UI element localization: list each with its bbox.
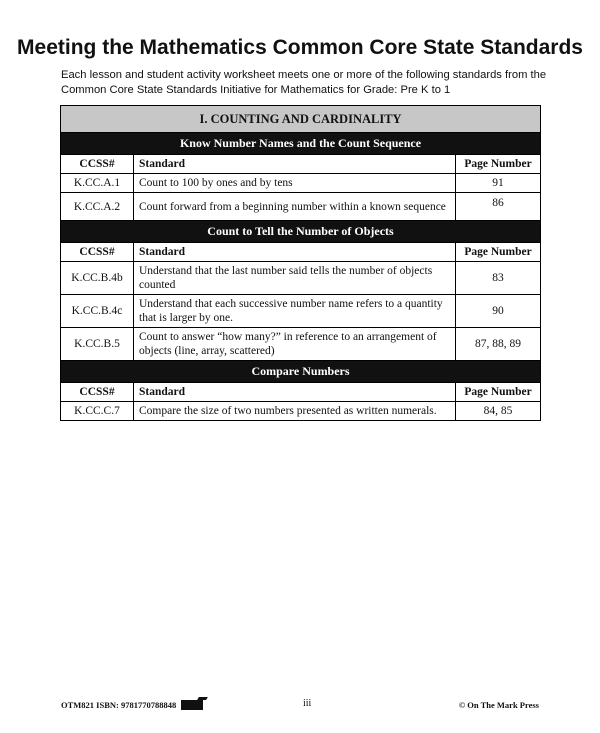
ccss-code: K.CC.A.2: [61, 193, 134, 221]
table-row: [61, 402, 541, 421]
column-header-page: Page Number: [456, 155, 541, 174]
column-header-row: [61, 383, 541, 402]
page-number: 90: [456, 295, 541, 328]
column-header-ccss: CCSS#: [61, 383, 134, 402]
page-title: Meeting the Mathematics Common Core State Standards: [17, 36, 583, 59]
standard-text: Understand that each successive number name refers to a quantity that is larger by one.: [134, 295, 456, 328]
ccss-code: K.CC.B.5: [61, 328, 134, 361]
table-row: [61, 295, 541, 328]
footer-isbn: OTM821 ISBN: 9781770788848: [61, 700, 177, 710]
column-header-page: Page Number: [456, 383, 541, 402]
standards-table: [60, 105, 541, 421]
footer-copyright: © On The Mark Press: [458, 700, 539, 710]
column-header-row: [61, 243, 541, 262]
domain-title: I. COUNTING AND CARDINALITY: [61, 106, 541, 133]
footer-publisher-info: [61, 700, 203, 710]
standard-text: Understand that the last number said tells the number of objects counted: [134, 262, 456, 295]
table-row: [61, 262, 541, 295]
table-row: [61, 174, 541, 193]
column-header-ccss: CCSS#: [61, 155, 134, 174]
cluster-title: Compare Numbers: [61, 361, 541, 383]
page-number: 84, 85: [456, 402, 541, 421]
table-row: [61, 193, 541, 221]
standard-text: Count to answer “how many?” in reference to an arrangement of objects (line, array, scattered): [134, 328, 456, 361]
page-number: 83: [456, 262, 541, 295]
cluster-header-row: [61, 133, 541, 155]
ccss-code: K.CC.B.4c: [61, 295, 134, 328]
page-number: 91: [456, 174, 541, 193]
page-number: 87, 88, 89: [456, 328, 541, 361]
cluster-title: Count to Tell the Number of Objects: [61, 221, 541, 243]
column-header-row: [61, 155, 541, 174]
standard-text: Compare the size of two numbers presented as written numerals.: [134, 402, 456, 421]
publisher-logo-icon: [181, 700, 203, 710]
column-header-ccss: CCSS#: [61, 243, 134, 262]
ccss-code: K.CC.C.7: [61, 402, 134, 421]
standard-text: Count to 100 by ones and by tens: [134, 174, 456, 193]
column-header-standard: Standard: [134, 243, 456, 262]
column-header-standard: Standard: [134, 155, 456, 174]
intro-line: Common Core State Standards Initiative for Mathematics for Grade: Pre K to 1: [61, 84, 451, 96]
intro-line: Each lesson and student activity worksheet meets one or more of the following standards from the: [61, 69, 547, 81]
domain-header-row: [61, 106, 541, 133]
ccss-code: K.CC.B.4b: [61, 262, 134, 295]
column-header-standard: Standard: [134, 383, 456, 402]
cluster-title: Know Number Names and the Count Sequence: [61, 133, 541, 155]
page-number-footer: iii: [303, 698, 312, 709]
standard-text: Count forward from a beginning number within a known sequence: [134, 193, 456, 221]
intro-paragraph: [61, 68, 547, 98]
column-header-page: Page Number: [456, 243, 541, 262]
ccss-code: K.CC.A.1: [61, 174, 134, 193]
cluster-header-row: [61, 361, 541, 383]
page-number: 86: [456, 193, 541, 221]
cluster-header-row: [61, 221, 541, 243]
table-row: [61, 328, 541, 361]
